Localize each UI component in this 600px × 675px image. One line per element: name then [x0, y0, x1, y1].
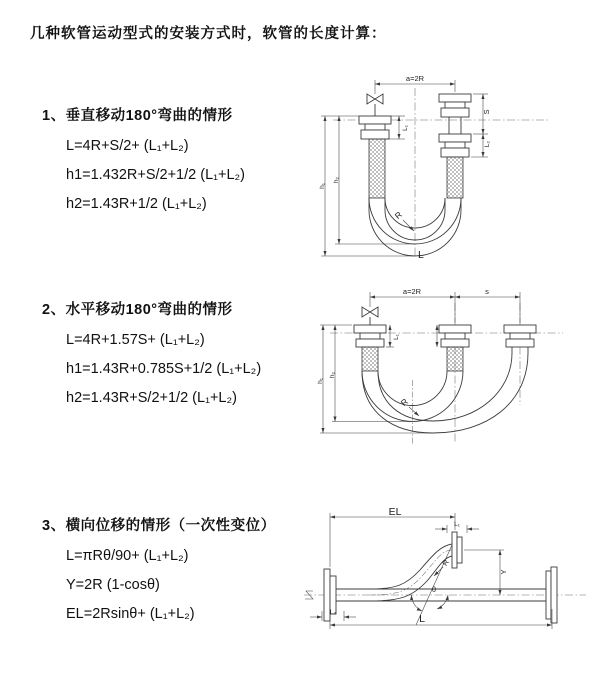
section-1-heading: 1、垂直移动180°弯曲的情形 [42, 108, 233, 124]
dim-a-2r [370, 287, 455, 323]
dim-y [464, 550, 508, 595]
diagram-horizontal-u-bend [315, 285, 585, 450]
section-1 [42, 104, 245, 219]
formula-line: L=4R+S/2+ (L₁+L₂) [66, 138, 189, 154]
flange [439, 325, 471, 347]
dim-l2 [471, 134, 491, 157]
section-2 [42, 298, 261, 413]
braided-hose [362, 347, 378, 371]
flange [504, 325, 536, 347]
dim-label-l2: L₂ [329, 609, 337, 616]
dim-label-h1: h₁ [317, 378, 324, 384]
section-3-heading: 3、横向位移的情形（一次性变位） [42, 518, 276, 534]
flange [354, 325, 386, 347]
hose-u-bend-position-2 [362, 347, 528, 433]
dim-l1 [386, 325, 400, 347]
dim-s [473, 94, 491, 134]
braided-hose [447, 157, 463, 198]
formula-line: EL=2Rsinθ+ (L₁+L₂) [66, 606, 195, 622]
page-title: 几种软管运动型式的安装方式时，软管的长度计算： [30, 26, 387, 42]
formula-line: h2=1.43R+1/2 (L₁+L₂) [66, 196, 207, 212]
flange [439, 134, 471, 157]
dim-label-h2: h₂ [333, 176, 340, 184]
valve-icon [362, 307, 378, 325]
dim-label-l1: L₁ [402, 125, 409, 131]
radius-leader [393, 209, 414, 231]
radius-leader [399, 396, 419, 416]
dim-s [455, 287, 520, 323]
formula-line: h1=1.432R+S/2+1/2 (L₁+L₂) [66, 167, 246, 183]
dim-label-el: EL [388, 506, 402, 518]
dim-label-l: L [419, 613, 425, 625]
dim-label-h1: h₁ [319, 183, 326, 189]
dim-label-r: R [440, 557, 451, 568]
valve-icon [367, 94, 383, 116]
dim-label-a2r: a=2R [402, 287, 422, 296]
diagram-vertical-u-bend [315, 70, 585, 260]
dim-label-l1: L₁ [454, 521, 460, 528]
radius-leader [434, 557, 451, 576]
formula-line: h1=1.43R+0.785S+1/2 (L₁+L₂) [66, 361, 262, 377]
flange [546, 567, 557, 623]
dim-label-h2: h₂ [329, 371, 336, 379]
dim-label-theta: θ [431, 585, 437, 594]
dim-label-l1: L₁ [393, 334, 400, 340]
dim-label-l: L [418, 249, 424, 261]
section-2-heading: 2、水平移动180°弯曲的情形 [42, 302, 233, 318]
formula-line: L=πRθ/90+ (L₁+L₂) [66, 548, 189, 564]
formula-line: h2=1.43R+S/2+1/2 (L₁+L₂) [66, 390, 237, 406]
dim-label-a2r: a=2R [405, 74, 425, 83]
dim-l2 [310, 609, 356, 621]
pipe [449, 117, 461, 134]
dim-l [330, 609, 552, 629]
formula-line: L=4R+1.57S+ (L₁+L₂) [66, 332, 205, 348]
diagram-lateral-displacement [300, 505, 590, 645]
dim-label-r: R [398, 396, 410, 409]
flange [452, 532, 462, 568]
flange [439, 94, 471, 117]
flange [359, 116, 391, 139]
dim-l1 [435, 521, 479, 533]
dim-label-s: s [485, 287, 489, 296]
braided-hose [369, 139, 385, 198]
dim-label-l2: L₂ [484, 140, 491, 148]
dim-label-y: Y [499, 569, 508, 575]
formula-line: Y=2R (1-cosθ) [66, 577, 160, 593]
dim-el [330, 506, 455, 567]
dim-label-r: R [392, 209, 404, 222]
dim-label-s: S [482, 109, 491, 115]
section-3 [42, 514, 276, 629]
braided-hose [447, 347, 463, 371]
